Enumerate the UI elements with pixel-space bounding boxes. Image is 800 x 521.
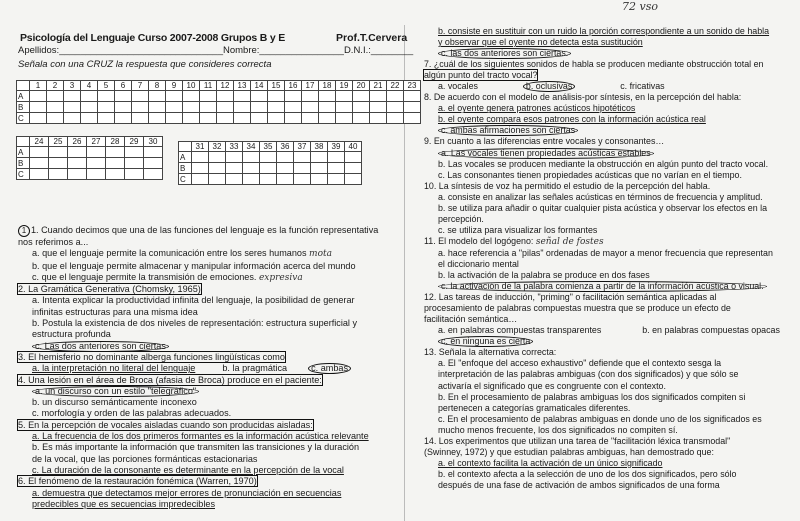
answer-cell[interactable] [336, 91, 353, 102]
grid-question-number: 1 [30, 81, 47, 91]
q1-text: 1. Cuando decimos que una de las funciones del lenguaje es la función representativa [31, 225, 379, 235]
answer-cell[interactable] [209, 163, 226, 174]
answer-cell[interactable] [251, 91, 268, 102]
answer-cell[interactable] [268, 102, 285, 113]
q11-stem: 11. El modelo del logógeno: señal de fostes [424, 235, 604, 247]
answer-cell[interactable] [285, 102, 302, 113]
answer-cell[interactable] [30, 113, 47, 124]
q7-option-c[interactable]: c. fricativas [620, 81, 665, 92]
grid-row-label: C [179, 174, 192, 185]
answer-cell[interactable] [30, 102, 47, 113]
answer-cell[interactable] [294, 152, 311, 163]
answer-cell[interactable] [294, 174, 311, 185]
top-handwritten-note: 72 vso [622, 0, 658, 13]
answer-cell[interactable] [166, 113, 183, 124]
grid-corner [17, 137, 30, 147]
q14-stem: 14. Los experimentos que utilizan una tarea de "facilitación léxica transmodal" [424, 435, 731, 446]
grid-question-number: 23 [404, 81, 421, 91]
q6-option-c[interactable]: c. las dos anteriores son ciertas. [424, 48, 792, 59]
answer-cell[interactable] [234, 102, 251, 113]
answer-cell[interactable] [226, 152, 243, 163]
answer-cell[interactable] [209, 174, 226, 185]
q9-option-c[interactable]: c. Las consonantes tienen propiedades acústicas que no varían en el tiempo. [438, 169, 742, 180]
left-questions [18, 225, 390, 510]
grid-question-number: 5 [98, 81, 115, 91]
q1-option-a[interactable]: a. que el lenguaje permite la comunicación entre los seres humanos mota [32, 248, 332, 260]
grid-question-number: 26 [68, 137, 87, 147]
q3-option-b[interactable]: b. la pragmática [222, 363, 288, 374]
q12-stem-cont: procesamiento de palabras compuestas muestra que se produce un efecto de [424, 303, 731, 314]
answer-cell[interactable] [353, 102, 370, 113]
grid-row-label: B [17, 158, 30, 169]
answer-cell[interactable] [106, 158, 125, 169]
grid-row-label: C [17, 113, 30, 124]
answer-cell[interactable] [234, 113, 251, 124]
q7-options [424, 81, 792, 92]
answer-cell[interactable] [192, 174, 209, 185]
answer-cell[interactable] [319, 91, 336, 102]
answer-grid-1 [16, 80, 421, 124]
grid-question-number: 29 [125, 137, 144, 147]
grid-question-number: 21 [370, 81, 387, 91]
answer-grid-3 [178, 141, 362, 185]
student-fields: Apellidos:_______________________________Nombre:________________D.N.I.:________ [18, 45, 414, 56]
q3-option-a[interactable]: a. la interpretación no literal del lenguaje [32, 363, 196, 374]
answer-cell[interactable] [125, 158, 144, 169]
grid-question-number: 9 [166, 81, 183, 91]
answer-cell[interactable] [387, 91, 404, 102]
grid-question-number: 11 [200, 81, 217, 91]
grid-question-number: 33 [226, 142, 243, 152]
q5-option-c[interactable]: c. La duración de la consonante es determinante en la percepción de la vocal [32, 464, 344, 475]
answer-cell[interactable] [64, 91, 81, 102]
q7-stem-cont: algún punto del tracto vocal? [424, 70, 538, 81]
answer-cell[interactable] [30, 91, 47, 102]
q9-stem: 9. En cuanto a las diferencias entre vocales y consonantes… [424, 136, 665, 147]
answer-cell[interactable] [149, 91, 166, 102]
answer-cell[interactable] [49, 169, 68, 180]
answer-cell[interactable] [251, 102, 268, 113]
answer-cell[interactable] [285, 91, 302, 102]
answer-cell[interactable] [302, 102, 319, 113]
answer-cell[interactable] [209, 152, 226, 163]
answer-cell[interactable] [81, 113, 98, 124]
answer-cell[interactable] [277, 163, 294, 174]
q5-stem: 5. En la percepción de vocales aisladas cuando son producidas aisladas: [18, 419, 313, 430]
answer-cell[interactable] [277, 174, 294, 185]
answer-cell[interactable] [30, 147, 49, 158]
answer-cell[interactable] [87, 147, 106, 158]
answer-cell[interactable] [115, 113, 132, 124]
answer-cell[interactable] [294, 163, 311, 174]
q3-stem: 3. El hemisferio no dominante alberga funciones lingüísticas como [18, 351, 285, 362]
q10-option-b-cont: percepción. [438, 213, 484, 224]
answer-cell[interactable] [328, 163, 345, 174]
q11-option-b[interactable]: b. la activación de la palabra se produce en dos fases [438, 270, 650, 281]
q4-stem: 4. Una lesión en el área de Broca (afasia de Broca) produce en el paciente: [18, 374, 322, 385]
q12-option-b[interactable]: b. en palabras compuestas opacas [642, 325, 780, 336]
grid-question-number: 2 [47, 81, 64, 91]
answer-cell[interactable] [319, 113, 336, 124]
q8-stem: 8. De acuerdo con el modelo de análisis-por síntesis, en la percepción del habla: [424, 92, 742, 103]
q6-option-b[interactable]: b. consiste en sustituir con un ruido la porción correspondiente a un sonido de habla [438, 26, 770, 36]
answer-cell[interactable] [268, 113, 285, 124]
grid-question-number: 14 [251, 81, 268, 91]
instructions: Señala con una CRUZ la respuesta que consideres correcta [18, 59, 272, 70]
answer-cell[interactable] [183, 113, 200, 124]
answer-cell[interactable] [149, 102, 166, 113]
answer-cell[interactable] [217, 102, 234, 113]
q1-option-b[interactable]: b. que el lenguaje permite almacenar y manipular información acerca del mundo [32, 260, 356, 271]
q11-option-a-cont: el diccionario mental [438, 258, 519, 269]
grid-question-number: 7 [132, 81, 149, 91]
grid-row-label: C [17, 169, 30, 180]
grid-question-number: 31 [192, 142, 209, 152]
grid-row-label: A [17, 91, 30, 102]
q3-option-c[interactable]: c. ambas [308, 363, 351, 374]
q8-option-a[interactable]: a. el oyente genera patrones acústicos hipotéticos [438, 103, 636, 114]
answer-cell[interactable] [106, 169, 125, 180]
answer-cell[interactable] [277, 152, 294, 163]
q5-option-b[interactable]: b. Es más importante la información que transmiten las transiciones y la duración [32, 442, 360, 453]
grid-question-number: 35 [260, 142, 277, 152]
answer-cell[interactable] [115, 102, 132, 113]
answer-cell[interactable] [183, 102, 200, 113]
answer-cell[interactable] [217, 91, 234, 102]
answer-cell[interactable] [370, 102, 387, 113]
q11-option-a[interactable]: a. hace referencia a "pilas" ordenadas de mayor a menor frecuencia que representan [438, 247, 773, 258]
answer-cell[interactable] [302, 91, 319, 102]
answer-cell[interactable] [81, 91, 98, 102]
right-questions [424, 26, 792, 491]
answer-cell[interactable] [328, 152, 345, 163]
answer-cell[interactable] [166, 102, 183, 113]
q13-option-a[interactable]: a. El "enfoque del acceso exhaustivo" defiende que el contexto sesga la [438, 358, 722, 369]
q1-stem-cont: nos referimos a... [18, 237, 89, 247]
q12-stem-cont2: facilitación semántica… [424, 314, 518, 325]
grid-question-number: 15 [268, 81, 285, 91]
grid-question-number: 8 [149, 81, 166, 91]
answer-cell[interactable] [328, 174, 345, 185]
q3-options [18, 363, 390, 374]
q10-stem: 10. La síntesis de voz ha permitido el estudio de la percepción del habla. [424, 180, 711, 191]
answer-cell[interactable] [200, 102, 217, 113]
answer-cell[interactable] [345, 152, 362, 163]
answer-cell[interactable] [404, 91, 421, 102]
handwritten-note: expresiva [258, 272, 303, 283]
answer-cell[interactable] [68, 158, 87, 169]
answer-cell[interactable] [106, 147, 125, 158]
answer-cell[interactable] [68, 147, 87, 158]
grid-question-number: 28 [106, 137, 125, 147]
answer-cell[interactable] [217, 113, 234, 124]
q12-stem: 12. Las tareas de inducción, "priming" o facilitación semántica aplicadas al [424, 292, 717, 303]
answer-grid-2 [16, 136, 163, 180]
answer-cell[interactable] [132, 102, 149, 113]
answer-cell[interactable] [47, 102, 64, 113]
answer-cell[interactable] [132, 91, 149, 102]
answer-cell[interactable] [243, 152, 260, 163]
answer-cell[interactable] [336, 113, 353, 124]
answer-cell[interactable] [192, 163, 209, 174]
q6-option-b-cont: y observar que el oyente no detecta esta sustitución [438, 37, 643, 48]
grid-question-number: 34 [243, 142, 260, 152]
q14-option-b[interactable]: b. el contexto afecta a la selección de uno de los dos significados, pero sólo [438, 468, 737, 479]
q8-option-b[interactable]: b. el oyente compara esos patrones con la información acústica real [438, 114, 706, 125]
grid-question-number: 40 [345, 142, 362, 152]
answer-cell[interactable] [149, 113, 166, 124]
q2-stem: 2. La Gramática Generativa (Chomsky, 1965) [18, 284, 201, 295]
grid-row-label: B [179, 163, 192, 174]
q7-option-b[interactable]: b. oclusivas [523, 81, 575, 92]
answer-cell[interactable] [260, 152, 277, 163]
answer-cell[interactable] [234, 91, 251, 102]
grid-question-number: 20 [353, 81, 370, 91]
grid-row-label: B [17, 102, 30, 113]
grid-row-label: A [179, 152, 192, 163]
answer-cell[interactable] [311, 174, 328, 185]
answer-cell[interactable] [64, 102, 81, 113]
q4-option-a[interactable]: a. un discurso con un estilo "telegráfico" [18, 386, 390, 397]
answer-cell[interactable] [87, 158, 106, 169]
q6-option-a-cont: predecibles que es secuencias impredecibles [32, 498, 215, 509]
answer-cell[interactable] [115, 91, 132, 102]
grid-corner [17, 81, 30, 91]
exam-title: Psicología del Lenguaje Curso 2007-2008 Grupos B y E [20, 32, 286, 44]
grid-corner [179, 142, 192, 152]
answer-cell[interactable] [319, 102, 336, 113]
grid-question-number: 22 [387, 81, 404, 91]
grid-question-number: 10 [183, 81, 200, 91]
q14-stem-cont: (Swinney, 1972) y que estudian palabras ambiguas, han demostrado que: [424, 446, 714, 457]
grid-question-number: 6 [115, 81, 132, 91]
professor-name: Prof.T.Cervera [336, 32, 408, 44]
answer-cell[interactable] [370, 91, 387, 102]
grid-question-number: 18 [319, 81, 336, 91]
answer-cell[interactable] [404, 102, 421, 113]
answer-cell[interactable] [30, 158, 49, 169]
answer-cell[interactable] [353, 91, 370, 102]
handwritten-note: señal de fostes [535, 236, 604, 247]
answer-cell[interactable] [345, 174, 362, 185]
answer-cell[interactable] [49, 158, 68, 169]
answer-cell[interactable] [68, 169, 87, 180]
q2-option-b[interactable]: b. Postula la existencia de dos niveles de representación: estructura superficial y [32, 318, 358, 329]
q7-stem: 7. ¿cuál de los siguientes sonidos de habla se producen mediante obstrucción total en [424, 59, 764, 70]
answer-cell[interactable] [47, 113, 64, 124]
answer-cell[interactable] [183, 91, 200, 102]
grid-question-number: 4 [81, 81, 98, 91]
q12-option-a[interactable]: a. en palabras compuestas transparentes [438, 325, 602, 336]
q4-option-c[interactable]: c. morfología y orden de las palabras adecuados. [32, 408, 232, 419]
answer-cell[interactable] [125, 169, 144, 180]
answer-cell[interactable] [98, 113, 115, 124]
answer-cell[interactable] [64, 113, 81, 124]
answer-cell[interactable] [144, 169, 163, 180]
answer-cell[interactable] [302, 113, 319, 124]
answer-cell[interactable] [200, 91, 217, 102]
answer-cell[interactable] [387, 102, 404, 113]
q10-option-a[interactable]: a. consiste en analizar las señales acústicas en términos de frecuencia y amplitud. [438, 191, 763, 202]
grid-question-number: 32 [209, 142, 226, 152]
grid-question-number: 24 [30, 137, 49, 147]
q4-option-b[interactable]: b. un discurso semánticamente inconexo [32, 397, 197, 408]
q1-option-c[interactable]: c. que el lenguaje permite la transmisión de emociones. expresiva [32, 271, 303, 283]
answer-cell[interactable] [132, 113, 149, 124]
answer-cell[interactable] [243, 163, 260, 174]
answer-cell[interactable] [144, 158, 163, 169]
answer-cell[interactable] [260, 163, 277, 174]
answer-cell[interactable] [404, 113, 421, 124]
answer-cell[interactable] [268, 91, 285, 102]
grid-question-number: 37 [294, 142, 311, 152]
q7-option-a[interactable]: a. vocales [438, 81, 478, 92]
q13-option-a-cont2: activaría el significado que es congruente con el contexto. [438, 380, 666, 391]
grid-question-number: 38 [311, 142, 328, 152]
answer-cell[interactable] [192, 152, 209, 163]
q8-option-c[interactable]: c. ambas afirmaciones son ciertas [424, 125, 792, 136]
handwritten-note: mota [309, 249, 332, 260]
q12-option-c[interactable]: c. en ninguna es cierta [424, 336, 792, 347]
grid-question-number: 16 [285, 81, 302, 91]
q5-option-a[interactable]: a. La frecuencia de los dos primeros formantes es la información acústica relevante [32, 431, 369, 442]
q9-option-a[interactable]: a. Las vocales tienen propiedades acústicas estables [424, 148, 792, 159]
q9-option-b[interactable]: b. Las vocales se producen mediante la obstrucción en algún punto del tracto vocal. [438, 158, 769, 169]
grid-question-number: 19 [336, 81, 353, 91]
grid-question-number: 12 [217, 81, 234, 91]
q1-stem: 1 1. Cuando decimos que una de las funciones del lenguaje es la función representativa [18, 225, 390, 237]
grid-question-number: 27 [87, 137, 106, 147]
grid-question-number: 39 [328, 142, 345, 152]
answer-cell[interactable] [353, 113, 370, 124]
answer-cell[interactable] [387, 113, 404, 124]
answer-cell[interactable] [47, 91, 64, 102]
q2-option-c[interactable]: c. Las dos anteriores son ciertas [18, 341, 390, 352]
answer-cell[interactable] [98, 102, 115, 113]
grid-question-number: 36 [277, 142, 294, 152]
answer-cell[interactable] [125, 147, 144, 158]
answer-cell[interactable] [370, 113, 387, 124]
q5-option-b-cont: de la vocal, que las porciones formánticas estacionarias [32, 453, 258, 464]
q13-option-c[interactable]: c. En el procesamiento de palabras ambiguas en donde uno de los significados es [438, 413, 762, 424]
answer-cell[interactable] [166, 91, 183, 102]
answer-cell[interactable] [30, 169, 49, 180]
answer-cell[interactable] [81, 102, 98, 113]
grid-question-number: 13 [234, 81, 251, 91]
q2-option-a-cont: infinitas estructuras para una misma idea [32, 306, 198, 317]
q13-option-c-cont: mucho menos frecuente, los dos significados no compiten sí. [438, 424, 678, 435]
q13-option-a-cont: interpretación de las palabras ambiguas (con dos significados) y que sólo se [438, 369, 739, 380]
answer-cell[interactable] [251, 113, 268, 124]
answer-cell[interactable] [311, 152, 328, 163]
q12-options [424, 325, 792, 336]
answer-cell[interactable] [243, 174, 260, 185]
answer-cell[interactable] [285, 113, 302, 124]
answer-cell[interactable] [226, 163, 243, 174]
q6-stem: 6. El fenómeno de la restauración fonémica (Warren, 1970) [18, 476, 257, 487]
answer-cell[interactable] [226, 174, 243, 185]
answer-cell[interactable] [345, 163, 362, 174]
q10-option-b[interactable]: b. se utiliza para añadir o quitar cualquier pista acústica y observar los efectos en la [438, 202, 768, 213]
q2-option-a[interactable]: a. Intenta explicar la productividad infinita del lenguaje, la posibilidad de generar [32, 295, 355, 306]
answer-cell[interactable] [87, 169, 106, 180]
answer-cell[interactable] [311, 163, 328, 174]
q14-option-b-cont: después de una fase de activación de ambos significados de una forma [438, 479, 720, 490]
grid-row-label: A [17, 147, 30, 158]
q2-option-b-cont: estructura profunda [32, 329, 111, 340]
grid-question-number: 25 [49, 137, 68, 147]
answer-cell[interactable] [98, 91, 115, 102]
q14-option-a[interactable]: a. el contexto facilita la activación de un único significado [438, 457, 663, 468]
grid-question-number: 30 [144, 137, 163, 147]
answer-cell[interactable] [200, 113, 217, 124]
q13-option-b[interactable]: b. En el procesamiento de palabras ambiguas los dos significados compiten si [438, 391, 746, 402]
q13-stem: 13. Señala la alternativa correcta: [424, 347, 557, 358]
answer-cell[interactable] [336, 102, 353, 113]
answer-cell[interactable] [260, 174, 277, 185]
q13-option-b-cont: pertenecen a categorías gramaticales diferentes. [438, 402, 631, 413]
q11-option-c[interactable]: c. la activación de la palabra comienza a partir de la información acústica o visual. [424, 281, 792, 292]
answer-cell[interactable] [49, 147, 68, 158]
answer-cell[interactable] [144, 147, 163, 158]
grid-question-number: 17 [302, 81, 319, 91]
grid-question-number: 3 [64, 81, 81, 91]
q10-option-c[interactable]: c. se utiliza para visualizar los formantes [438, 224, 598, 235]
q6-option-a[interactable]: a. demuestra que detectamos mejor errores de pronunciación en secuencias [32, 487, 342, 498]
